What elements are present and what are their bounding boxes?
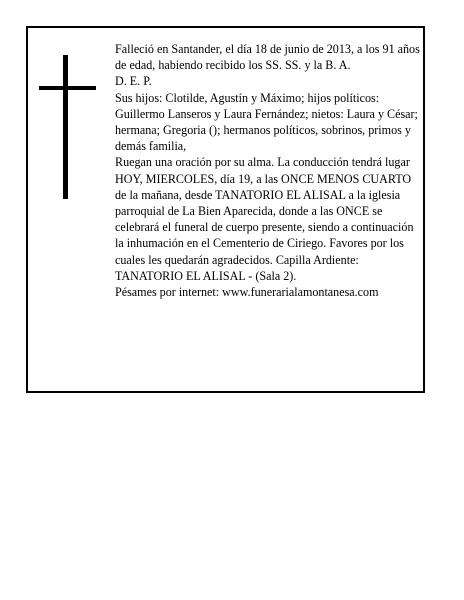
funeral-details: Ruegan una oración por su alma. La conducción tendrá lugar HOY, MIERCOLES, día 19, a las ONCE MENOS CUARTO de la mañana, desde TANATORIO EL ALISAL a la iglesia parroquial de La Bien Aparecida, donde a las ONCE se celebrará el funeral de cuerpo presente, siendo a continuación la inhumación en el Cementerio de Ciriego. Favores por los cuales les quedarán agradecidos. Capilla Ardiente: TANATORIO EL ALISAL - (Sala 2). [115, 155, 414, 283]
family-list: Sus hijos: Clotilde, Agustín y Máximo; hijos políticos: Guillermo Lanseros y Laura Fernández; nietos: Laura y César; hermana; Gregoria (); hermanos políticos, sobrinos, primos y demás familia, [115, 90, 418, 154]
rip-line: D. E. P. [115, 74, 152, 89]
latin-cross-icon [36, 55, 96, 199]
obituary-text [115, 41, 421, 300]
obituary-notice [26, 26, 425, 393]
condolences-line: Pésames por internet: www.funerarialamontanesa.com [115, 285, 379, 300]
death-announcement: Falleció en Santander, el día 18 de junio de 2013, a los 91 años de edad, habiendo recibido los SS. SS. y la B. A. [115, 42, 420, 73]
